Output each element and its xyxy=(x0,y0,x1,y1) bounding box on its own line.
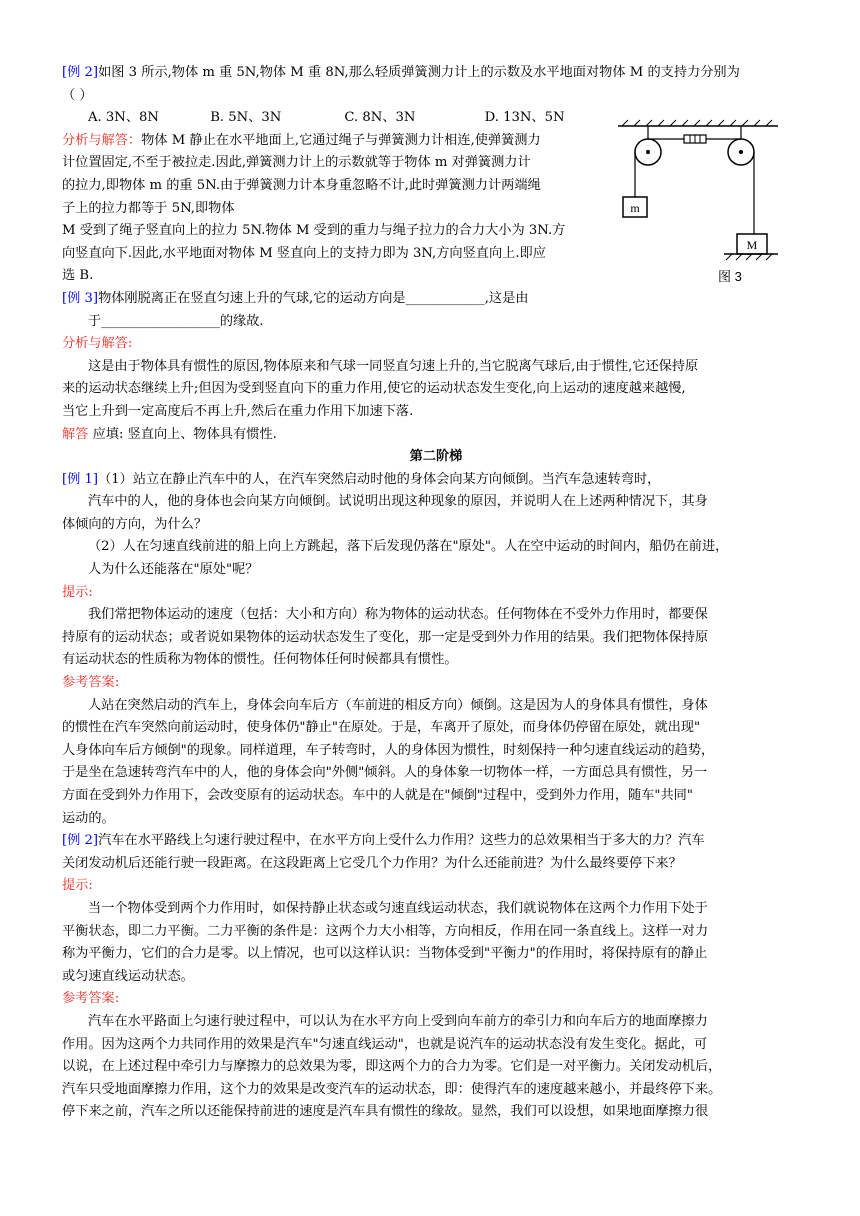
figure-caption: 图 3 xyxy=(718,269,742,284)
pulley-diagram-svg xyxy=(614,117,782,289)
option-d: D. 13N、5N xyxy=(484,110,565,126)
ex2-question-line1: [例 2]如图 3 所示,物体 m 重 5N,物体 M 重 8N,那么轻质弹簧测力计上的示数及水平地面对物体 M 的支持力分别为 xyxy=(62,65,740,80)
ex2b-label: [例 2] xyxy=(62,833,99,849)
document-page: [例 2]如图 3 所示,物体 m 重 5N,物体 M 重 8N,那么轻质弹簧测力计上的示数及水平地面对物体 M 的支持力分别为 （ ） A. 3N、8N B. 5N、3N C. 8N、3N D. 13N、5N 分析与解答：物体 M 静止在水平地面上,它通过绳子与弹簧测力计相连,使弹簧测力 计位置固定,不至于被拉走.因此,弹簧测力计上的示数就等于物体 m 对弹簧测力计 的拉力,即物体 m 的重 5N.由于弹簧测力计本身重忽略不计,此时弹簧测力计两端绳 子上的拉力都等于 5N,即物体 M 受到了绳子竖直向上的拉力 5N.物体 M 受到的重力与绳子拉力的合力大小为 3N.方 向竖直向下.因此,水平地面对物体 M 竖直向上的支持力即为 3N,方向竖直向上.即应 选 B. [例 3]物体刚脱离正在竖直匀速上升的气球,它的运动方向是____________,这是由 于__________________的缘故. 分析与解答: 这是由于物体具有惯性的原因,物体原来和气球一同竖直匀速上升的,当它脱离气球后,由于惯性,它还保持原 来的运动状态继续上升;但因为受到竖直向下的重力作用,使它的运动状态发生变化,向上运动的速度越来越慢, 当它上升到一定高度后不再上升,然后在重力作用下加速下落. 解答 应填: 竖直向上、物体具有惯性. 第二阶梯 [例 1]（1）站立在静止汽车中的人，在汽车突然启动时他的身体会向某方向倾倒。当汽车急速转弯时， 汽车中的人，他的身体也会向某方向倾倒。试说明出现这种现象的原因，并说明人在上述两种情况下，其身 体倾向的方向，为什么？ （2）人在匀速直线前进的船上向上方跳起，落下后发现仍落在"原处"。人在空中运动的时间内，船仍在前进， 人为什么还能落在"原处"呢？ 提示: 我们常把物体运动的速度（包括：大小和方向）称为物体的运动状态。任何物体在不受外力作用时，都要保 持原有的运动状态；或者说如果物体的运动状态发生了变化，那一定是受到外力作用的结果。我们把物体保持原 有运动状态的性质称为物体的惯性。任何物体任何时候都具有惯性。 参考答案: 人站在突然启动的汽车上，身体会向车后方（车前进的相反方向）倾倒。这是因为人的身体具有惯性，身体 的惯性在汽车突然向前运动时，使身体仍"静止"在原处。于是，车离开了原处，而身体仍停留在原处，就出现" 人身体向车后方倾倒"的现象。同样道理，车子转弯时，人的身体因为惯性，时刻保持一种匀速直线运动的趋势， 于是坐在急速转弯汽车中的人，他的身体会向"外侧"倾斜。人的身体象一切物体一样，一方面总具有惯性，另一 方面在受到外力作用下，会改变原有的运动状态。车中的人就是在"倾倒"过程中，受到外力作用，随车"共同" 运动的。 [例 2]汽车在水平路线上匀速行驶过程中，在水平方向上受什么力作用？这些力的总效果相当于多大的力？汽车 关闭发动机后还能行驶一段距离。在这段距离上它受几个力作用？为什么还能前进？为什么最终要停下来？ 提示: 当一个物体受到两个力作用时，如保持静止状态或匀速直线运动状态，我们就说物体在这两个力作用下处于 平衡状态，即二力平衡。二力平衡的条件是：这两个力大小相等，方向相反，作用在同一条直线上。这样一对力 称为平衡力，它们的合力是零。以上情况，也可以这样认识：当物体受到"平衡力"的作用时，将保持原有的静止 或匀速直线运动状态。 参考答案: 汽车在水平路面上匀速行驶过程中，可以认为在水平方向上受到向车前方的牵引力和向车后方的地面摩擦力 作用。因为这两个力共同作用的效果是汽车"匀速直线运动"，也就是说汽车的运动状态没有发生变化。据此，可 以说，在上述过程中牵引力与摩擦力的总效果为零，即这两个力的合力为零。它们是一对平衡力。关闭发动机后， 汽车只受地面摩擦力作用，这个力的效果是改变汽车的运动状态，即：使得汽车的速度越来越小，并最终停下来。 停下来之前，汽车之所以还能保持前进的速度是汽车具有惯性的缘故。显然，我们可以设想，如果地面摩擦力很 xyxy=(62,62,810,1124)
ex2b-ref-label: 参考答案: xyxy=(62,991,120,1007)
option-a: A. 3N、8N xyxy=(88,110,159,126)
ex2b-question-line1: [例 2]汽车在水平路线上匀速行驶过程中，在水平方向上受什么力作用？这些力的总效果相当于多大的力？汽车 xyxy=(62,833,705,849)
ground-hatch xyxy=(726,254,772,260)
analysis-label: 分析与解答： xyxy=(62,132,142,148)
ex1-hint-label: 提示: xyxy=(62,584,93,600)
ex1-ref-label: 参考答案: xyxy=(62,675,120,691)
ex2b-hint-label: 提示: xyxy=(62,878,93,894)
ex3-question-line1: [例 3]物体刚脱离正在竖直匀速上升的气球,它的运动方向是____________,这是由 xyxy=(62,290,529,306)
option-c: C. 8N、3N xyxy=(344,110,416,126)
option-b: B. 5N、3N xyxy=(210,110,282,126)
ex3-answer: 解答 应填: 竖直向上、物体具有惯性. xyxy=(62,426,277,442)
ex3-label: [例 3] xyxy=(62,290,99,306)
figure-3-pulley-diagram xyxy=(614,117,782,289)
mass-m-label: m xyxy=(630,201,640,215)
ex1-question-line1: [例 1]（1）站立在静止汽车中的人，在汽车突然启动时他的身体会向某方向倾倒。当汽车急速转弯时， xyxy=(62,471,661,487)
ex1-label: [例 1] xyxy=(62,471,99,487)
ex3-question-line2: 于__________________的缘故. xyxy=(88,313,264,329)
ex2-label: [例 2] xyxy=(62,65,99,80)
mass-M-label: M xyxy=(746,238,758,252)
ex2-analysis: 分析与解答：物体 M 静止在水平地面上,它通过绳子与弹簧测力计相连,使弹簧测力 计位置固定,不至于被拉走.因此,弹簧测力计上的示数就等于物体 m 对弹簧测力计 的拉力,即物体 m 的重 5N.由于弹簧测力计本身重忽略不计,此时弹簧测力计两端绳 子上的拉力都等于 5N,即物体 M 受到了绳子竖直向上的拉力 5N.物体 M 受到的重力与绳子拉力的合力大小为 3N.方 向竖直向下.因此,水平地面对物体 M 竖直向上的支持力即为 3N,方向竖直向上.即应 选 B. xyxy=(62,132,566,284)
section-title: 第二阶梯 xyxy=(409,449,463,465)
ex2-question-line2: （ ） xyxy=(62,87,93,103)
ceiling-hatch xyxy=(622,120,772,126)
ex3-analysis-label: 分析与解答: xyxy=(62,336,133,352)
